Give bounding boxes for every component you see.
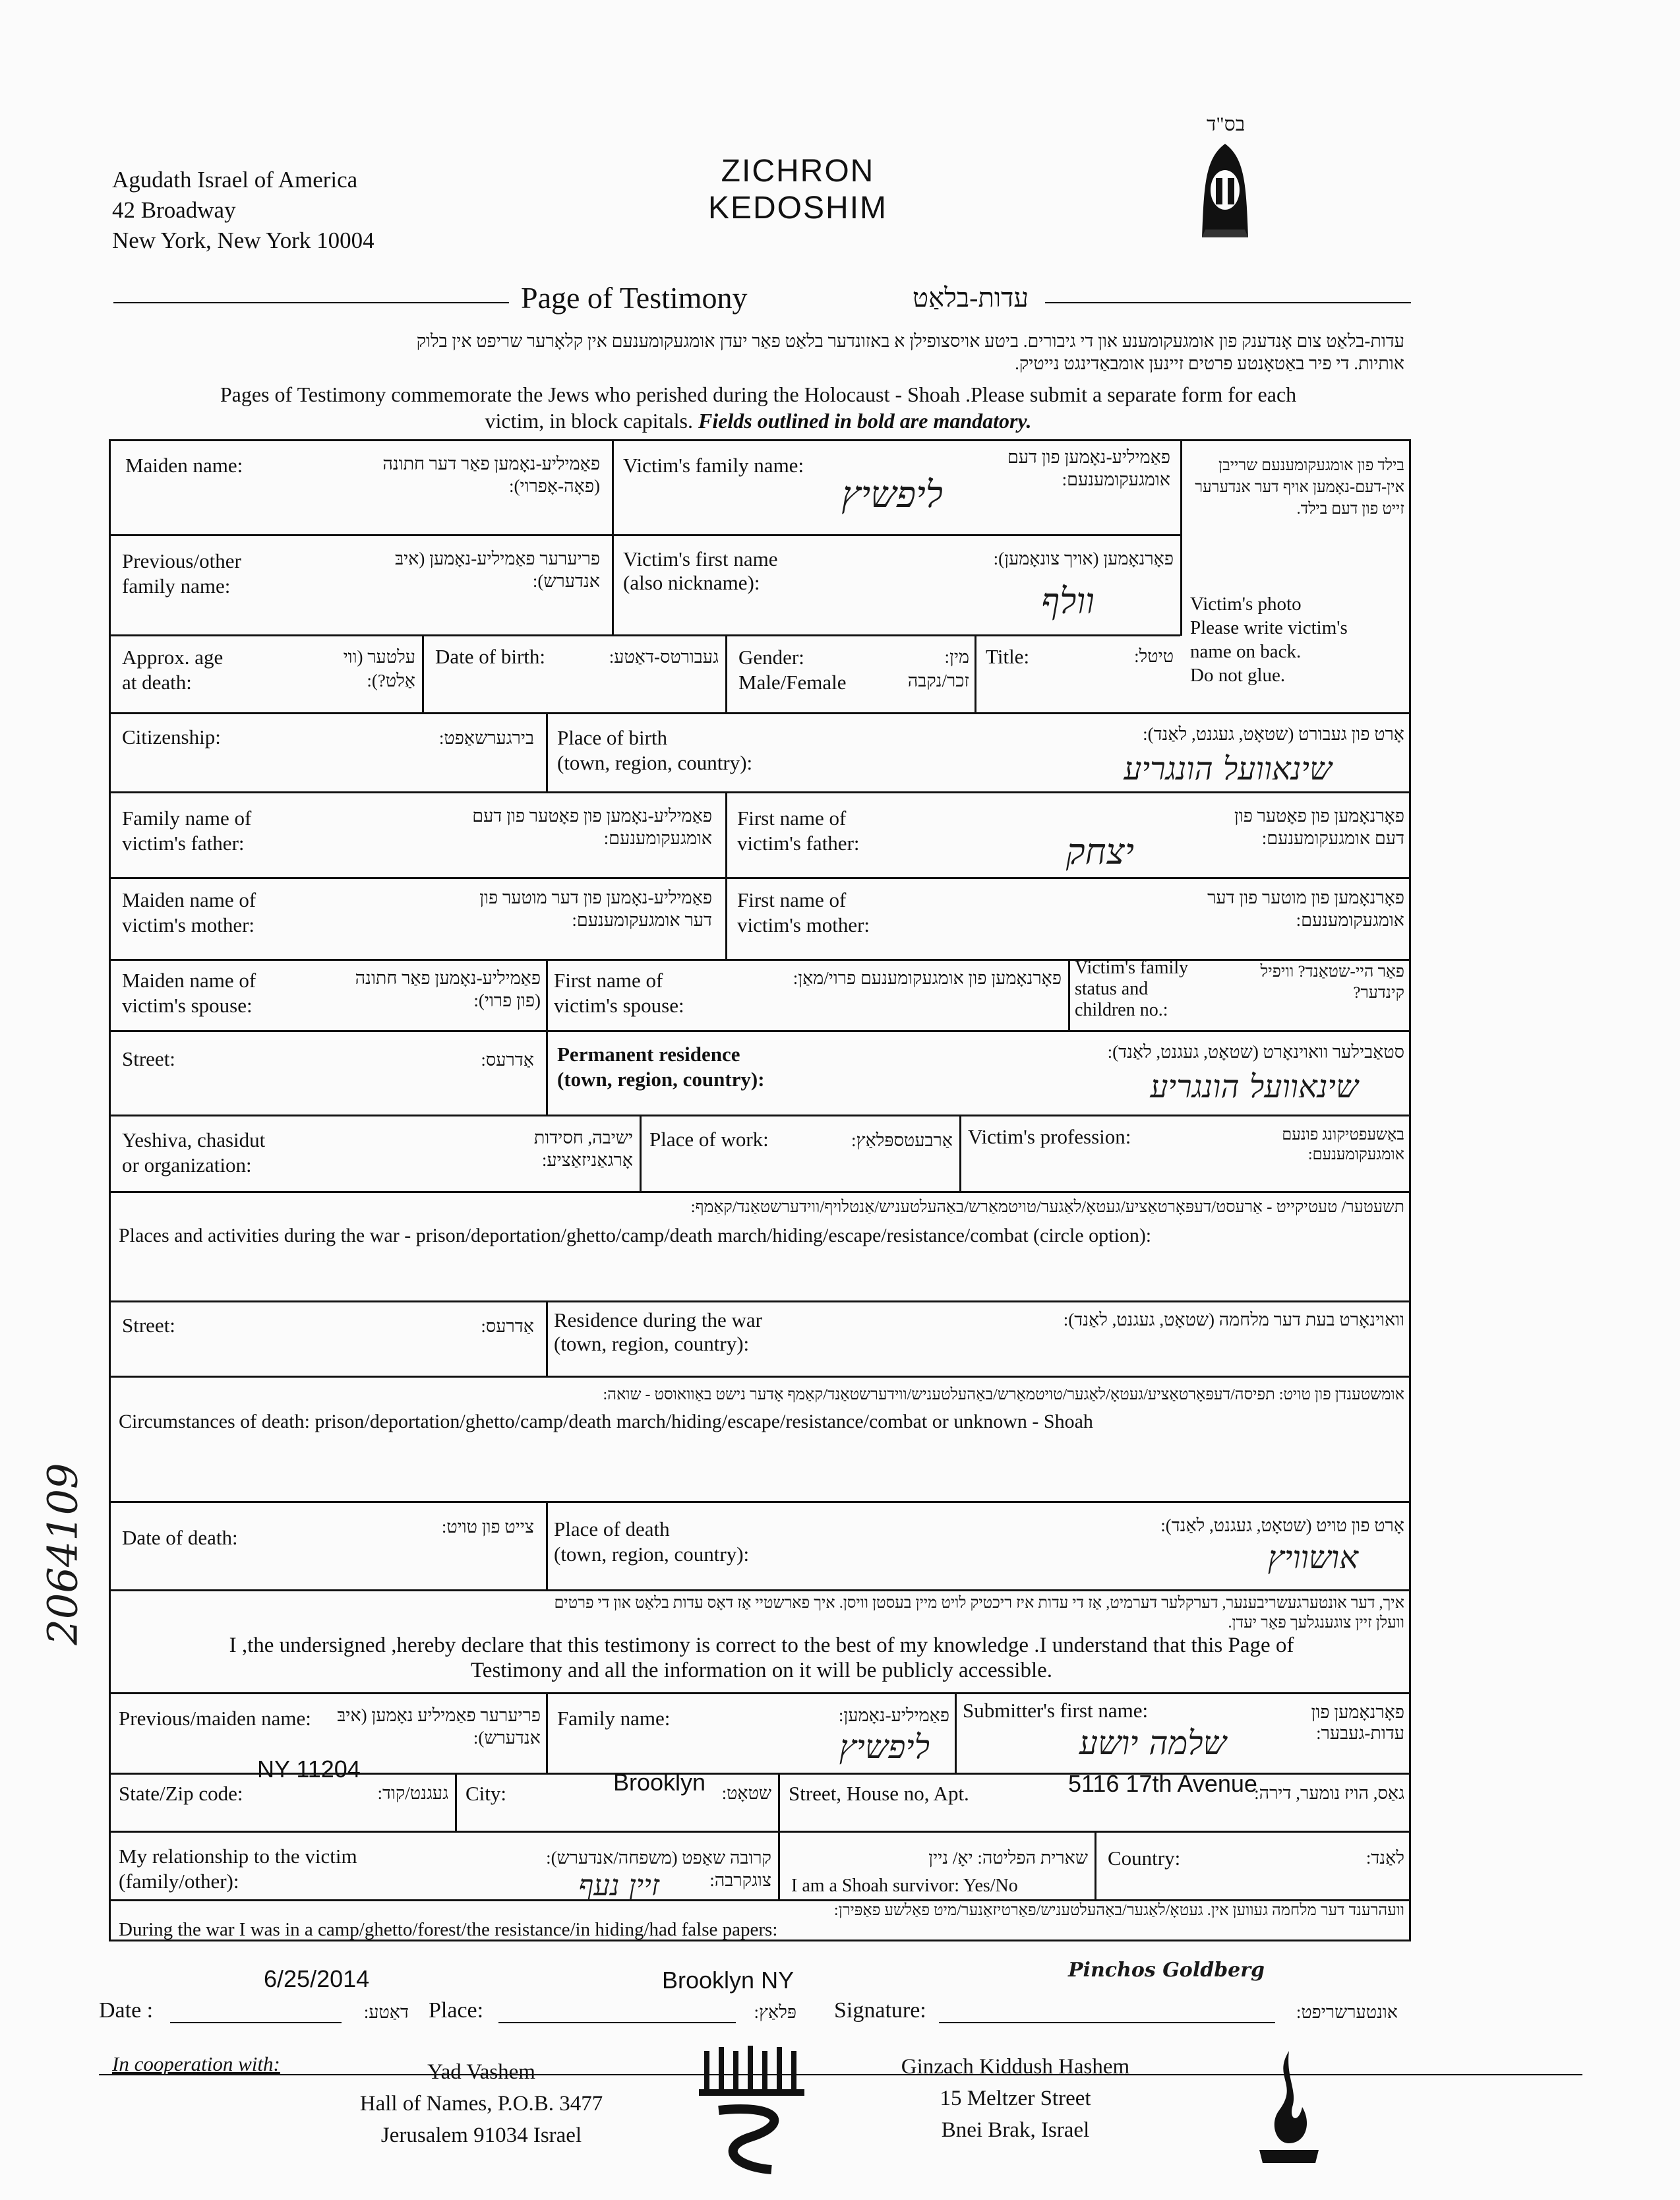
mother-maiden-name-label-1: Maiden name of <box>122 888 256 911</box>
declaration-yiddish-1: איך, דער אונטערגעשריבענער, דערקלער דערמיט, אַז די עדות איז ריכטיק לויט מיין בעסטן וויסן. איך פארשטיי אַז דאָס עדות בלאַט און די פרטים <box>554 1595 1404 1612</box>
relationship-label-1: My relationship to the victim <box>119 1845 357 1868</box>
victim-family-name-label: Victim's family name: <box>623 454 804 477</box>
place-value[interactable]: Brooklyn NY <box>662 1967 795 1994</box>
victim-first-name-value[interactable]: וולף <box>1041 580 1095 622</box>
victim-first-name-label-2: (also nickname): <box>623 571 760 594</box>
family-status-label-3: children no.: <box>1075 1000 1168 1020</box>
family-status-yiddish: פאַר היי-שטאַנד? וויפיל קינדער? <box>1260 963 1404 1002</box>
submitter-state-zip-value[interactable]: NY 11204 <box>257 1756 361 1783</box>
place-of-work-yiddish: אַרבעטספּלאַץ: <box>851 1130 953 1150</box>
intro-english-bold: Fields outlined in bold are mandatory. <box>698 409 1032 433</box>
yad-vashem-address: Hall of Names, P.O.B. 3477 <box>359 2092 603 2116</box>
victim-first-name-yiddish: פאָרנאָמען (אויך צונאָמען): <box>993 549 1174 568</box>
title-yiddish: טיטל: <box>1134 646 1174 666</box>
bs-d-mark: בס"ד <box>1207 113 1245 135</box>
spouse-first-name-yiddish: פאָרנאָמען פון אומגעקומענעם פרוי/מאַן: <box>793 968 1062 988</box>
submitter-street-value[interactable]: 5116 17th Avenue <box>1068 1770 1257 1797</box>
submitter-family-name-yiddish: פאַמיליע-נאָמען: <box>838 1705 949 1725</box>
margin-case-number: 2064109 <box>38 1463 87 1645</box>
submitter-first-name-value[interactable]: שלמה יושע <box>1079 1724 1226 1762</box>
intro-english-2: victim, in block capitals. <box>485 409 693 433</box>
mother-maiden-name-yiddish: פאַמיליע-נאָמען פון דער מוטער פון דער אומגעקומענעם: <box>479 888 712 930</box>
family-status-label-2: status and <box>1075 979 1149 999</box>
mother-maiden-name-label-2: victim's mother: <box>122 913 255 936</box>
place-of-death-label-2: (town, region, country): <box>554 1543 750 1566</box>
mother-first-name-label-1: First name of <box>737 888 847 911</box>
submitter-street-label: Street, House no, Apt. <box>789 1782 969 1805</box>
yeshiva-yiddish: ישיבה, חסידות אָרגאַניזאַציע: <box>533 1128 633 1170</box>
approx-age-yiddish: עלטער (ווי אַלט?): <box>343 647 415 690</box>
citizenship-label: Citizenship: <box>122 725 221 749</box>
relationship-yiddish: קרובה שאַפט (משפחה/אנדערש): צוגקרבה: <box>546 1848 771 1890</box>
photo-label-1: Victim's photo <box>1190 594 1302 615</box>
submitter-city-label: City: <box>465 1782 507 1805</box>
family-status-label-1: Victim's family <box>1075 958 1189 978</box>
citizenship-yiddish: בירגערשאַפט: <box>438 728 534 748</box>
previous-family-name-yiddish: פריערער פאַמיליע-נאָמען (איבּ אנדערש): <box>395 549 600 591</box>
war-residence-label-1: Residence during the war <box>554 1308 762 1331</box>
title-zichron: ZICHRON <box>721 154 875 189</box>
survivor-yiddish: שארית הפליטה: יאָ/ ניין <box>928 1848 1088 1868</box>
father-family-name-label-1: Family name of <box>122 807 252 830</box>
victim-family-name-value[interactable]: ליפשיץ <box>841 474 943 516</box>
intro-english-1: Pages of Testimony commemorate the Jews who perished during the Holocaust - Shoah .Please submit a separate form for each <box>220 382 1297 406</box>
signature-label: Signature: <box>834 1998 926 2023</box>
submitter-country-label: Country: <box>1108 1847 1181 1870</box>
intro-yiddish-2: אותיות. די פיר באַטאָנטע פרטים זיינען אומבאַדינגט נייטיק. <box>1015 353 1404 373</box>
profession-yiddish: באַשעפטיקונג פונעם אומגעקומענעם: <box>1282 1126 1404 1163</box>
photo-yiddish: בילד פון אומגעקומענעם שרייבן אין-דעם-נאָמען אויף דער אנדערער זייט פון דעם בילד. <box>1195 457 1404 518</box>
submitter-city-yiddish: שטאָט: <box>721 1783 771 1803</box>
place-of-birth-label-2: (town, region, country): <box>557 751 753 774</box>
place-of-death-label-1: Place of death <box>554 1517 670 1541</box>
ginzach-name: Ginzach Kiddush Hashem <box>901 2055 1130 2079</box>
war-residence-yiddish: וואוינאָרט בעת דער מלחמה (שטאָט, געגנט, לאַנד): <box>1063 1310 1404 1329</box>
spouse-maiden-name-yiddish: פאַמיליע-נאָמען פאַר חתונה (פון פרוי): <box>355 968 541 1010</box>
circumstances-label: Circumstances of death: prison/deportation/ghetto/camp/death march/hiding/escape/resistance/combat or unknown - Shoah <box>119 1411 1093 1432</box>
during-war-label: During the war I was in a camp/ghetto/forest/the resistance/in hiding/had false papers: <box>119 1919 778 1940</box>
yeshiva-label-2: or organization: <box>122 1153 252 1176</box>
declaration-english-2: Testimony and all the information on it will be publicly accessible. <box>470 1659 1053 1682</box>
spouse-maiden-name-label-1: Maiden name of <box>122 969 256 992</box>
org-street: 42 Broadway <box>112 197 236 223</box>
approx-age-label-1: Approx. age <box>122 646 224 669</box>
place-yiddish: פּלאַץ: <box>754 2002 796 2022</box>
father-family-name-yiddish: פאַמיליע-נאָמען פון פאָטער פון דעם אומגעקומענעם: <box>472 806 712 848</box>
father-family-name-label-2: victim's father: <box>122 832 245 855</box>
cooperation-label: In cooperation with: <box>112 2052 280 2075</box>
maiden-name-yiddish: פאַמיליע-נאָמען פאַר דער חתונה (פאָה-אָפרוי): <box>382 454 600 496</box>
org-city: New York, New York 10004 <box>112 228 375 253</box>
date-of-death-label: Date of death: <box>122 1526 238 1549</box>
submitter-family-name-value[interactable]: ליפשיץ <box>839 1728 930 1766</box>
signature-yiddish: אונטערשריפט: <box>1296 2002 1398 2022</box>
during-war-yiddish: וועהרענד דער מלחמה געווען אין. געטאָ/לאַגער/באַהעלטעניש/פאַרטיזאַנער/מיט פאַלשע פאַפּירן: <box>833 1902 1404 1919</box>
yad-vashem-logo-icon <box>692 2038 818 2176</box>
declaration-english-1: I ,the undersigned ,hereby declare that this testimony is correct to the best of my knowledge .I understand that this Page of <box>229 1634 1294 1657</box>
spouse-first-name-label-2: victim's spouse: <box>554 994 684 1017</box>
date-label: Date : <box>99 1998 154 2023</box>
date-of-birth-label: Date of birth: <box>435 645 546 668</box>
ginzach-street: 15 Meltzer Street <box>940 2087 1091 2110</box>
war-residence-label-2: (town, region, country): <box>554 1332 750 1355</box>
previous-family-name-label-1: Previous/other <box>122 549 241 572</box>
victim-first-name-label-1: Victim's first name <box>623 547 778 570</box>
victim-family-name-yiddish: פאַמיליע-נאָמען פון דעם אומגעקומענעם: <box>1007 447 1170 489</box>
place-label: Place: <box>429 1998 484 2023</box>
permanent-residence-yiddish: סטאַבילער וואוינאָרט (שטאָט, געגנט, לאַנד): <box>1107 1042 1404 1062</box>
approx-age-label-2: at death: <box>122 671 192 694</box>
org-name: Agudath Israel of America <box>112 167 358 193</box>
page-title-yiddish: עדות-בלאַט <box>913 283 1029 313</box>
submitter-state-zip-yiddish: געגנט/קוד: <box>377 1783 448 1803</box>
mother-first-name-yiddish: פאָרנאָמען פון מוטער פון דער אומגעקומענעם: <box>1207 888 1404 930</box>
survivor-label: I am a Shoah survivor: Yes/No <box>791 1876 1018 1896</box>
ginzach-flame-logo-icon <box>1253 2044 1325 2170</box>
street-label: Street: <box>122 1047 175 1070</box>
submitter-previous-name-yiddish: פריערער פאַמיליע נאָמען (איבּ אנדערש): <box>337 1705 541 1748</box>
place-of-death-value[interactable]: אושוויץ <box>1267 1539 1358 1576</box>
places-war-yiddish: תשעטער/ טעטיקייט - אַרעסט/דעפּאָרטאַציע/געטאָ/לאַגער/טויטמאַרש/באַהעלטעניש/אַנטלויף/ווידערשטאַנד/קאַמף: <box>690 1198 1404 1216</box>
place-of-birth-label-1: Place of birth <box>557 726 668 749</box>
page-title: Page of Testimony <box>521 281 748 315</box>
submitter-first-name-label: Submitter's first name: <box>963 1699 1149 1722</box>
father-first-name-label-1: First name of <box>737 807 847 830</box>
agudath-emblem-icon <box>1192 138 1258 244</box>
gender-label-1: Gender: <box>738 646 804 669</box>
date-value[interactable]: 6/25/2014 <box>264 1965 370 1992</box>
title-kedoshim: KEDOSHIM <box>707 191 888 226</box>
date-yiddish: דאַטע: <box>363 2002 409 2022</box>
war-street-yiddish: אַדרעס: <box>481 1316 534 1336</box>
declaration-yiddish-2: וועלן זיין צוגענגלעך פאַר יעדן. <box>1228 1614 1404 1632</box>
father-first-name-value[interactable]: יצחק <box>1065 831 1134 872</box>
relationship-value[interactable]: זיין נעף <box>578 1869 659 1903</box>
permanent-residence-label-1: Permanent residence <box>557 1043 740 1066</box>
photo-label-4: Do not glue. <box>1190 665 1286 686</box>
submitter-country-yiddish: לאַנד: <box>1365 1848 1404 1868</box>
signature-value[interactable]: Pinchos Goldberg <box>1068 1959 1265 1982</box>
father-first-name-yiddish: פאָרנאָמען פון פאָטער פון דעם אומגעקומענעם: <box>1234 806 1404 848</box>
submitter-city-value[interactable]: Brooklyn <box>613 1769 706 1796</box>
permanent-residence-value[interactable]: שינאוועל הונגריע <box>1150 1068 1358 1105</box>
street-yiddish: אַדרעס: <box>481 1050 534 1070</box>
spouse-first-name-label-1: First name of <box>554 969 663 992</box>
date-of-birth-yiddish: געבורטס-דאַטע: <box>609 647 719 667</box>
maiden-name-label: Maiden name: <box>125 454 243 477</box>
places-war-label: Places and activities during the war - prison/deportation/ghetto/camp/death march/hiding/escape/resistance/combat (circle option): <box>119 1225 1152 1246</box>
place-of-birth-yiddish: אָרט פון געבורט (שטאָט, געגנט, לאַנד): <box>1143 724 1404 744</box>
photo-label-2: Please write victim's <box>1190 617 1348 638</box>
submitter-street-yiddish: גאַס, הויז נומער, דירה: <box>1254 1783 1404 1803</box>
place-of-birth-value[interactable]: שינאוועל הונגריע <box>1124 750 1332 787</box>
yeshiva-label-1: Yeshiva, chasidut <box>122 1128 266 1151</box>
yad-vashem-city: Jerusalem 91034 Israel <box>380 2124 582 2147</box>
gender-label-2: Male/Female <box>738 671 847 694</box>
submitter-state-zip-label: State/Zip code: <box>119 1782 243 1805</box>
war-street-label: Street: <box>122 1314 175 1337</box>
date-of-death-yiddish: צייט פון טויט: <box>441 1517 534 1537</box>
relationship-label-2: (family/other): <box>119 1870 239 1893</box>
profession-label: Victim's profession: <box>968 1125 1131 1148</box>
permanent-residence-label-2: (town, region, country): <box>557 1068 765 1091</box>
father-first-name-label-2: victim's father: <box>737 832 860 855</box>
place-of-work-label: Place of work: <box>649 1128 769 1151</box>
gender-yiddish: מין: זכר/נקבה <box>907 647 969 690</box>
circumstances-yiddish: אומשטענדן פון טויט: תפיסה/דעפּאָרטאַציע/געטאָ/לאַגער/טויטמאַרש/באַהעלטעניש/ווידערשטאַנד/קאַמף אָדער נישט באַוואוסט - שואה: <box>603 1386 1404 1403</box>
photo-label-3: name on back. <box>1190 641 1302 662</box>
previous-family-name-label-2: family name: <box>122 574 231 597</box>
submitter-previous-name-label: Previous/maiden name: <box>119 1707 311 1730</box>
submitter-family-name-label: Family name: <box>557 1707 671 1730</box>
title-label: Title: <box>986 645 1030 668</box>
spouse-maiden-name-label-2: victim's spouse: <box>122 994 253 1017</box>
mother-first-name-label-2: victim's mother: <box>737 913 870 936</box>
ginzach-city: Bnei Brak, Israel <box>941 2118 1090 2142</box>
place-of-death-yiddish: אָרט פון טויט (שטאָט, געגנט, לאַנד): <box>1160 1515 1404 1535</box>
submitter-first-name-yiddish: פאָרנאָמען פון עדות-געבער: <box>1311 1702 1404 1743</box>
yad-vashem-name: Yad Vashem <box>427 2060 535 2084</box>
intro-yiddish-1: עדות-בלאַט צום אָנדענק פון אומגעקומענע און די גיבורים. ביטע אויסצופילן א באזונדער בלאַט פאַר יעדן אומגעקומענעם אין קלאָרער שריפט אין בלוק <box>416 331 1404 351</box>
